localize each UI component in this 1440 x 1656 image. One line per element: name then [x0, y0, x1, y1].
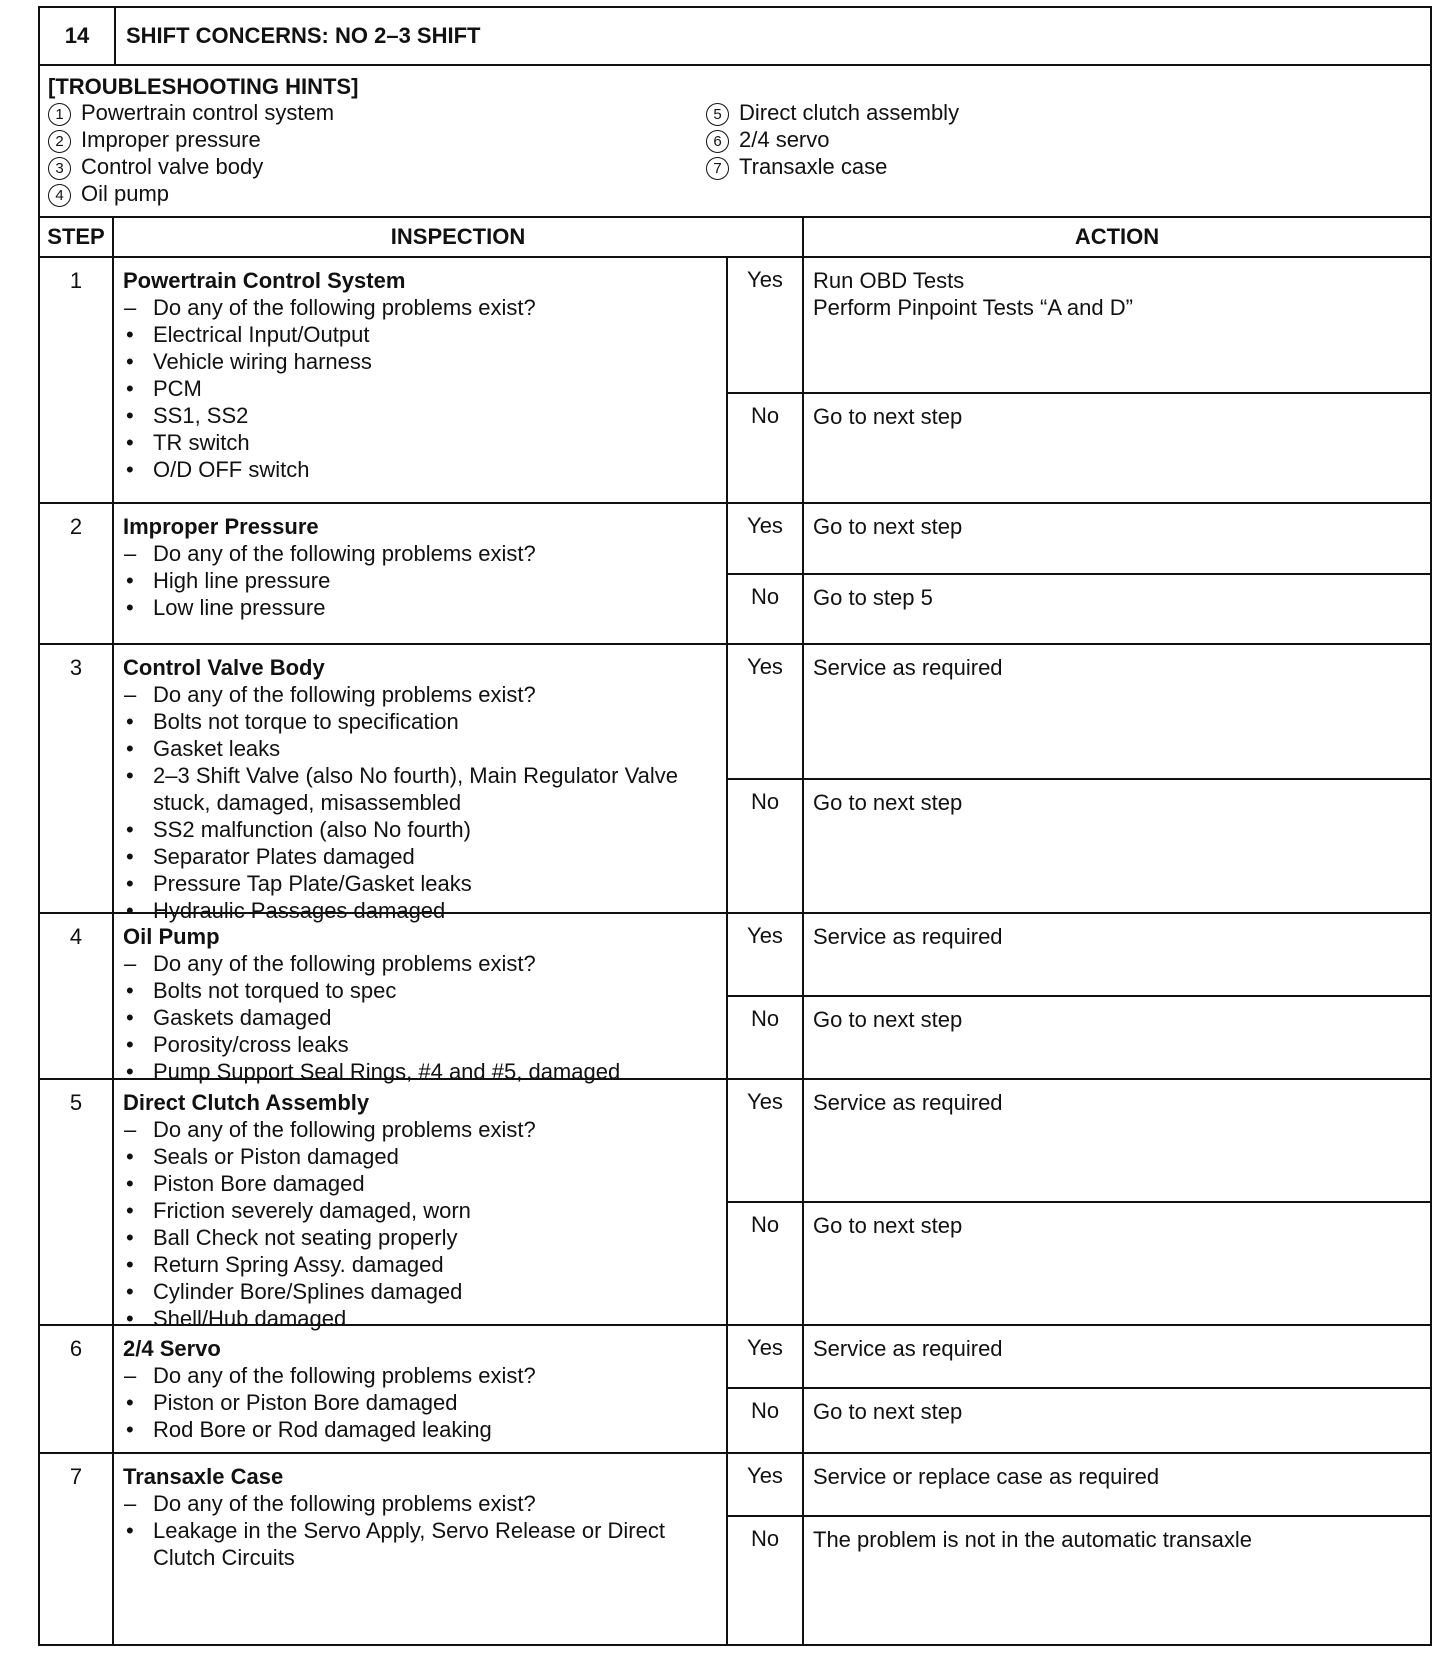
yes-no-cell [728, 914, 804, 1078]
no-action [804, 1517, 1430, 1553]
step-row [40, 1454, 1430, 1646]
no-action [804, 1389, 1430, 1425]
inspection-item: • Ball Check not seating properly [123, 1224, 726, 1251]
hint-item [706, 153, 959, 180]
inspection-item: • Porosity/cross leaks [123, 1031, 726, 1058]
hint-number-marker: 1 [48, 103, 71, 126]
yes-action [804, 645, 1430, 681]
yes-label: Yes [747, 1089, 783, 1114]
inspection-title: 2/4 Servo [123, 1336, 221, 1361]
yes-cell [728, 504, 802, 575]
inspection-item: • Piston Bore damaged [123, 1170, 726, 1197]
inspection-cell [114, 504, 728, 643]
hint-text: 2/4 servo [739, 127, 830, 152]
action-line: Run OBD Tests [813, 268, 965, 293]
inspection-item: • Leakage in the Servo Apply, Servo Release or Direct Clutch Circuits [123, 1517, 726, 1571]
inspection-item: • Bolts not torqued to spec [123, 977, 726, 1004]
inspection-title: Transaxle Case [123, 1464, 284, 1489]
no-label: No [750, 403, 780, 428]
inspection-item: • Shell/Hub damaged [123, 1305, 726, 1332]
no-action [804, 1203, 1430, 1239]
yes-label: Yes [747, 923, 783, 948]
hints-title: [TROUBLESHOOTING HINTS] [48, 74, 359, 99]
no-action [804, 394, 1430, 430]
inspection-cell [114, 1326, 728, 1452]
hint-number-marker: 3 [48, 157, 71, 180]
inspection-item: • Cylinder Bore/Splines damaged [123, 1278, 726, 1305]
yes-action-cell [804, 914, 1430, 997]
action-line: Go to next step [813, 1213, 963, 1238]
inspection-title: Oil Pump [123, 924, 220, 949]
inspection-item: • Piston or Piston Bore damaged [123, 1389, 726, 1416]
inspection-cell [114, 1080, 728, 1331]
no-label: No [750, 1398, 780, 1423]
inspection-item: • Pressure Tap Plate/Gasket leaks [123, 870, 726, 897]
inspection-title: Powertrain Control System [123, 268, 406, 293]
no-cell [728, 575, 802, 643]
yes-action [804, 914, 1430, 950]
yes-no-cell [728, 1326, 804, 1452]
action-line: Go to step 5 [813, 585, 933, 610]
step-number: 1 [40, 258, 114, 502]
inspection-item: • High line pressure [123, 567, 726, 594]
hint-item [48, 126, 334, 153]
hint-text: Control valve body [81, 154, 264, 179]
inspection-item: • Electrical Input/Output [123, 321, 726, 348]
column-header-inspection: INSPECTION [114, 218, 804, 258]
hint-text: Oil pump [81, 181, 170, 206]
step-row [40, 1326, 1430, 1454]
inspection-question: – Do any of the following problems exist? [123, 1490, 726, 1517]
inspection-question: – Do any of the following problems exist? [123, 681, 726, 708]
no-cell [728, 1203, 802, 1324]
yes-cell [728, 258, 802, 394]
no-cell [728, 1389, 802, 1452]
step-number: 5 [40, 1080, 114, 1324]
action-cell [804, 1454, 1430, 1646]
inspection-item: • O/D OFF switch [123, 456, 726, 483]
no-label: No [750, 1212, 780, 1237]
step-number: 7 [40, 1454, 114, 1646]
inspection-question: – Do any of the following problems exist? [123, 1116, 726, 1143]
yes-no-cell [728, 504, 804, 643]
inspection-item: • Hydraulic Passages damaged [123, 897, 726, 924]
yes-action [804, 1326, 1430, 1362]
inspection-question: – Do any of the following problems exist? [123, 540, 726, 567]
hint-number-marker: 2 [48, 130, 71, 153]
diagnostic-table [38, 6, 1432, 1646]
inspection-item: • Gaskets damaged [123, 1004, 726, 1031]
hint-text: Improper pressure [81, 127, 261, 152]
action-cell [804, 1080, 1430, 1324]
inspection-item: • Bolts not torque to specification [123, 708, 726, 735]
hint-item [48, 99, 334, 126]
hint-item [48, 180, 334, 207]
inspection-item: • Return Spring Assy. damaged [123, 1251, 726, 1278]
inspection-cell [114, 258, 728, 502]
no-label: No [750, 1006, 780, 1031]
step-row [40, 504, 1430, 645]
inspection-cell [114, 914, 728, 1084]
yes-cell [728, 1454, 802, 1517]
action-line: Go to next step [813, 514, 963, 539]
yes-label: Yes [747, 267, 783, 292]
action-line: Go to next step [813, 1007, 963, 1032]
action-cell [804, 258, 1430, 502]
no-action-cell [804, 1203, 1430, 1324]
step-row [40, 258, 1430, 504]
yes-action [804, 1080, 1430, 1116]
yes-no-cell [728, 1454, 804, 1646]
action-cell [804, 645, 1430, 912]
action-cell [804, 504, 1430, 643]
yes-label: Yes [747, 1463, 783, 1488]
troubleshooting-hints [40, 66, 1430, 218]
no-action-cell [804, 575, 1430, 643]
hint-text: Transaxle case [739, 154, 888, 179]
action-cell [804, 1326, 1430, 1452]
hint-number-marker: 7 [706, 157, 729, 180]
inspection-item: • PCM [123, 375, 726, 402]
inspection-question: – Do any of the following problems exist? [123, 950, 726, 977]
no-action-cell [804, 394, 1430, 502]
hint-number-marker: 4 [48, 184, 71, 207]
inspection-title: Improper Pressure [123, 514, 319, 539]
hint-item [706, 99, 959, 126]
yes-action-cell [804, 258, 1430, 394]
no-label: No [750, 584, 780, 609]
action-line: Service as required [813, 655, 1003, 680]
step-number: 6 [40, 1326, 114, 1452]
yes-label: Yes [747, 513, 783, 538]
hint-text: Direct clutch assembly [739, 100, 960, 125]
hints-right-list [706, 99, 959, 180]
inspection-item: • Friction severely damaged, worn [123, 1197, 726, 1224]
yes-cell [728, 1326, 802, 1389]
inspection-question: – Do any of the following problems exist? [123, 1362, 726, 1389]
step-number: 3 [40, 645, 114, 912]
yes-no-cell [728, 258, 804, 502]
action-cell [804, 914, 1430, 1078]
hint-text: Powertrain control system [81, 100, 335, 125]
yes-action-cell [804, 645, 1430, 780]
inspection-cell [114, 645, 728, 923]
chart-title: SHIFT CONCERNS: NO 2–3 SHIFT [126, 23, 481, 48]
no-action [804, 780, 1430, 816]
inspection-item: • Low line pressure [123, 594, 726, 621]
inspection-item: • SS1, SS2 [123, 402, 726, 429]
no-cell [728, 780, 802, 912]
inspection-title: Direct Clutch Assembly [123, 1090, 370, 1115]
hint-item [48, 153, 334, 180]
yes-cell [728, 914, 802, 997]
inspection-item: • Rod Bore or Rod damaged leaking [123, 1416, 726, 1443]
action-line: Go to next step [813, 404, 963, 429]
no-action [804, 575, 1430, 611]
no-action-cell [804, 780, 1430, 912]
inspection-question: – Do any of the following problems exist? [123, 294, 726, 321]
inspection-item: • Seals or Piston damaged [123, 1143, 726, 1170]
hint-number-marker: 5 [706, 103, 729, 126]
chart-number: 14 [40, 8, 116, 64]
action-line: Perform Pinpoint Tests “A and D” [813, 295, 1133, 320]
yes-no-cell [728, 645, 804, 912]
yes-action-cell [804, 1454, 1430, 1517]
inspection-item: • Gasket leaks [123, 735, 726, 762]
action-line: Service as required [813, 1090, 1003, 1115]
table-header [40, 8, 1430, 66]
action-line: The problem is not in the automatic transaxle [813, 1527, 1253, 1552]
action-line: Service or replace case as required [813, 1464, 1160, 1489]
no-action-cell [804, 997, 1430, 1078]
yes-cell [728, 1080, 802, 1203]
yes-label: Yes [747, 654, 783, 679]
action-line: Service as required [813, 924, 1003, 949]
no-action [804, 997, 1430, 1033]
yes-action [804, 504, 1430, 540]
no-label: No [750, 789, 780, 814]
no-action-cell [804, 1517, 1430, 1646]
action-line: Go to next step [813, 790, 963, 815]
column-header-step: STEP [40, 218, 114, 258]
yes-label: Yes [747, 1335, 783, 1360]
yes-no-cell [728, 1080, 804, 1324]
inspection-item: • Vehicle wiring harness [123, 348, 726, 375]
hint-item [706, 126, 959, 153]
inspection-item: • Pump Support Seal Rings, #4 and #5, damaged [123, 1058, 726, 1085]
no-cell [728, 1517, 802, 1646]
inspection-item: • TR switch [123, 429, 726, 456]
no-action-cell [804, 1389, 1430, 1452]
yes-cell [728, 645, 802, 780]
hint-number-marker: 6 [706, 130, 729, 153]
yes-action [804, 1454, 1430, 1490]
step-number: 4 [40, 914, 114, 1078]
yes-action-cell [804, 1326, 1430, 1389]
no-label: No [750, 1526, 780, 1551]
yes-action-cell [804, 1080, 1430, 1203]
yes-action [804, 258, 1430, 321]
hints-left-list [48, 99, 334, 207]
no-cell [728, 394, 802, 502]
yes-action-cell [804, 504, 1430, 575]
inspection-item: • SS2 malfunction (also No fourth) [123, 816, 726, 843]
action-line: Service as required [813, 1336, 1003, 1361]
inspection-title: Control Valve Body [123, 655, 325, 680]
step-number: 2 [40, 504, 114, 643]
step-row [40, 914, 1430, 1084]
step-row [40, 645, 1430, 923]
inspection-item: • 2–3 Shift Valve (also No fourth), Main Regulator Valve stuck, damaged, misassembled [123, 762, 726, 816]
inspection-cell [114, 1454, 728, 1646]
column-header-action: ACTION [804, 218, 1430, 258]
action-line: Go to next step [813, 1399, 963, 1424]
no-cell [728, 997, 802, 1078]
inspection-item: • Separator Plates damaged [123, 843, 726, 870]
step-row [40, 1080, 1430, 1331]
